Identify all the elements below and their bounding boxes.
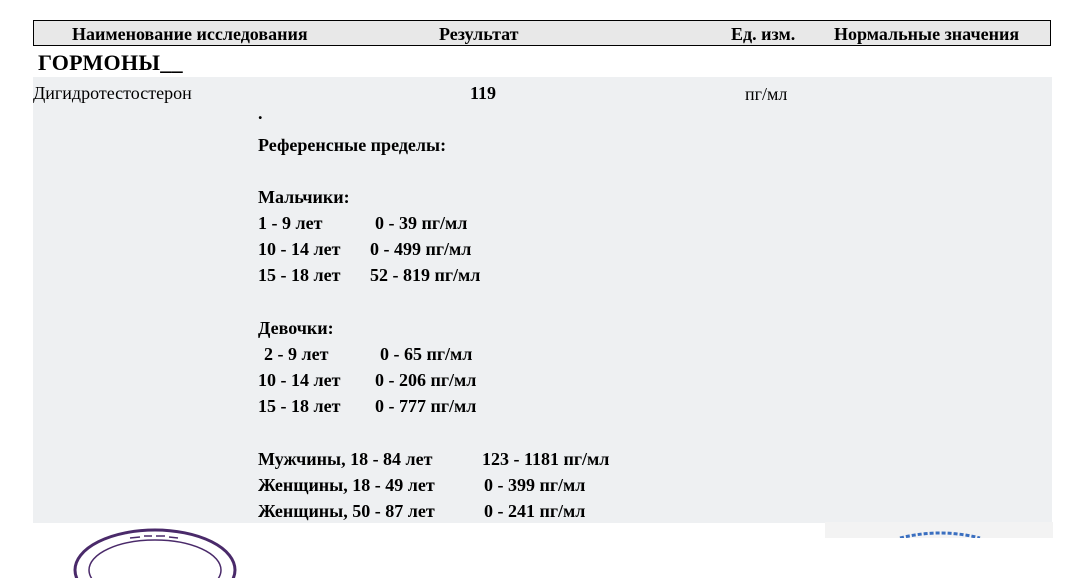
adult-range-1: 123 - 1181 пг/мл [482, 449, 610, 469]
adult-range-3: 0 - 241 пг/мл [484, 501, 586, 521]
stamp-right-image [825, 522, 1053, 538]
boys-range-2: 0 - 499 пг/мл [370, 239, 472, 259]
boys-label: Мальчики: [258, 187, 350, 207]
test-unit: пг/мл [745, 84, 788, 104]
col-header-name: Наименование исследования [72, 24, 308, 44]
boys-age-2: 10 - 14 лет [258, 239, 341, 259]
adult-group-2: Женщины, 18 - 49 лет [258, 475, 435, 495]
girls-range-2: 0 - 206 пг/мл [375, 370, 477, 390]
ref-dot: . [258, 103, 263, 123]
girls-label: Девочки: [258, 318, 334, 338]
section-title: ГОРМОНЫ__ [38, 50, 183, 75]
girls-age-3: 15 - 18 лет [258, 396, 341, 416]
table-header [33, 20, 1051, 46]
col-header-result: Результат [439, 24, 519, 44]
girls-age-2: 10 - 14 лет [258, 370, 341, 390]
col-header-unit: Ед. изм. [731, 24, 796, 44]
adult-range-2: 0 - 399 пг/мл [484, 475, 586, 495]
boys-age-3: 15 - 18 лет [258, 265, 341, 285]
boys-age-1: 1 - 9 лет [258, 213, 323, 233]
girls-range-1: 0 - 65 пг/мл [380, 344, 473, 364]
stamp-left-image [70, 518, 240, 578]
test-result: 119 [470, 83, 497, 103]
girls-age-1: 2 - 9 лет [264, 344, 329, 364]
boys-range-3: 52 - 819 пг/мл [370, 265, 481, 285]
adult-group-3: Женщины, 50 - 87 лет [258, 501, 435, 521]
girls-range-3: 0 - 777 пг/мл [375, 396, 477, 416]
col-header-norm: Нормальные значения [834, 24, 1020, 44]
adult-group-1: Мужчины, 18 - 84 лет [258, 449, 433, 469]
test-name: Дигидротестостерон [33, 83, 192, 103]
boys-range-1: 0 - 39 пг/мл [375, 213, 468, 233]
ref-title: Референсные пределы: [258, 135, 447, 155]
stamp-right-area [825, 522, 1053, 538]
